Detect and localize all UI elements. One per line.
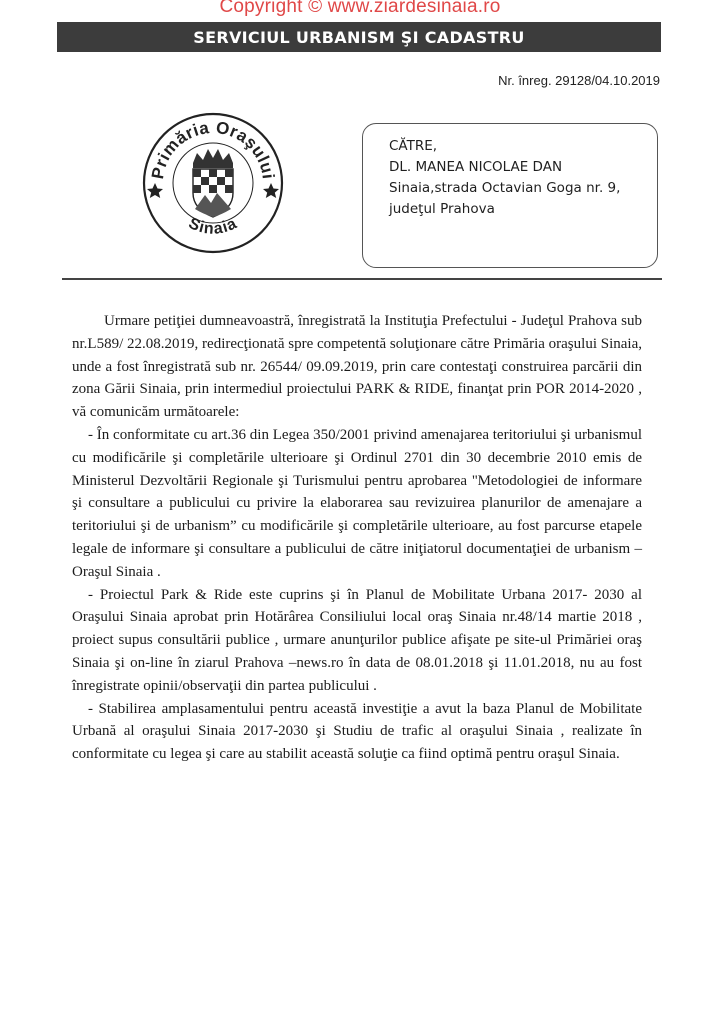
- department-header: [57, 22, 661, 52]
- header-divider: [62, 278, 662, 280]
- registration-number: Nr. înreg. 29128/04.10.2019: [498, 73, 660, 88]
- recipient-to-label: CĂTRE,: [389, 138, 438, 154]
- intro-paragraph: Urmare petiţiei dumneavoastră, înregistrată la Instituţia Prefectului - Judeţul Prahova sub nr.L589/ 22.08.2019, redirecţionată spre competentă soluţionare către Primăria oraşului Sinaia, unde a fost înregistrată sub nr. 26544/ 09.09.2019, prin care contestaţi construirea parcării din zona Gării Sinaia, prin intermediul proiectului PARK & RIDE, finanţat prin POR 2014-2020 , vă comunicăm următoarele:: [72, 313, 642, 421]
- letter-body: [72, 310, 642, 766]
- recipient-name: DL. MANEA NICOLAE DAN: [389, 159, 563, 175]
- seal-top-text: Primăria Oraşului: [148, 117, 278, 181]
- city-hall-seal-icon: [141, 111, 286, 256]
- recipient-street: Sinaia,strada Octavian Goga nr. 9,: [389, 180, 621, 196]
- seal-bottom-text: Sinaia: [185, 214, 241, 238]
- department-title: SERVICIUL URBANISM ŞI CADASTRU: [193, 27, 525, 47]
- point-legal-procedure: - În conformitate cu art.36 din Legea 350/2001 privind amenajarea teritoriului şi urbanismul cu modificările şi completările ulterioare şi Ordinul 2701 din 30 decembrie 2010 emis de Ministerul Dezvoltării Regionale şi Turismului pentru aprobarea ''Metodologiei de informare şi consultare a publicului cu privire la elaborarea sau revizuirea planurilor de amenajare a teritoriului şi de urbanism” cu modificările şi completările ulterioare, au fost parcurse etapele legale de informare şi consultare a publicului de către iniţiatorul documentaţiei de urbanism – Oraşul Sinaia .: [72, 426, 642, 580]
- recipient-county: judeţul Prahova: [389, 201, 495, 217]
- svg-text:Sinaia: [186, 215, 240, 238]
- recipient-address-box: [362, 123, 658, 268]
- point-site-selection: - Stabilirea amplasamentului pentru această investiţie a avut la baza Planul de Mobilitate Urbană al oraşului Sinaia 2017-2030 şi Studiu de trafic al oraşului Sinaia , realizate în conformitate cu legea şi care au stabilit această soluţie ca fiind optimă pentru oraşul Sinaia.: [72, 700, 642, 763]
- point-mobility-plan: - Proiectul Park & Ride este cuprins şi în Planul de Mobilitate Urbana 2017- 2030 al Oraşului Sinaia aprobat prin Hotărârea Consiliului local oraş Sinaia nr.48/14 martie 2018 , proiect supus consultării publice , urmare anunţurilor publice afişate pe site-ul Primăriei oraş Sinaia şi on-line în ziarul Prahova –news.ro în data de 08.01.2018 şi 11.01.2018, nu au fost înregistrate opinii/observaţii din partea publicului .: [72, 586, 642, 694]
- copyright-watermark: Copyright © www.ziardesinaia.ro: [219, 0, 501, 17]
